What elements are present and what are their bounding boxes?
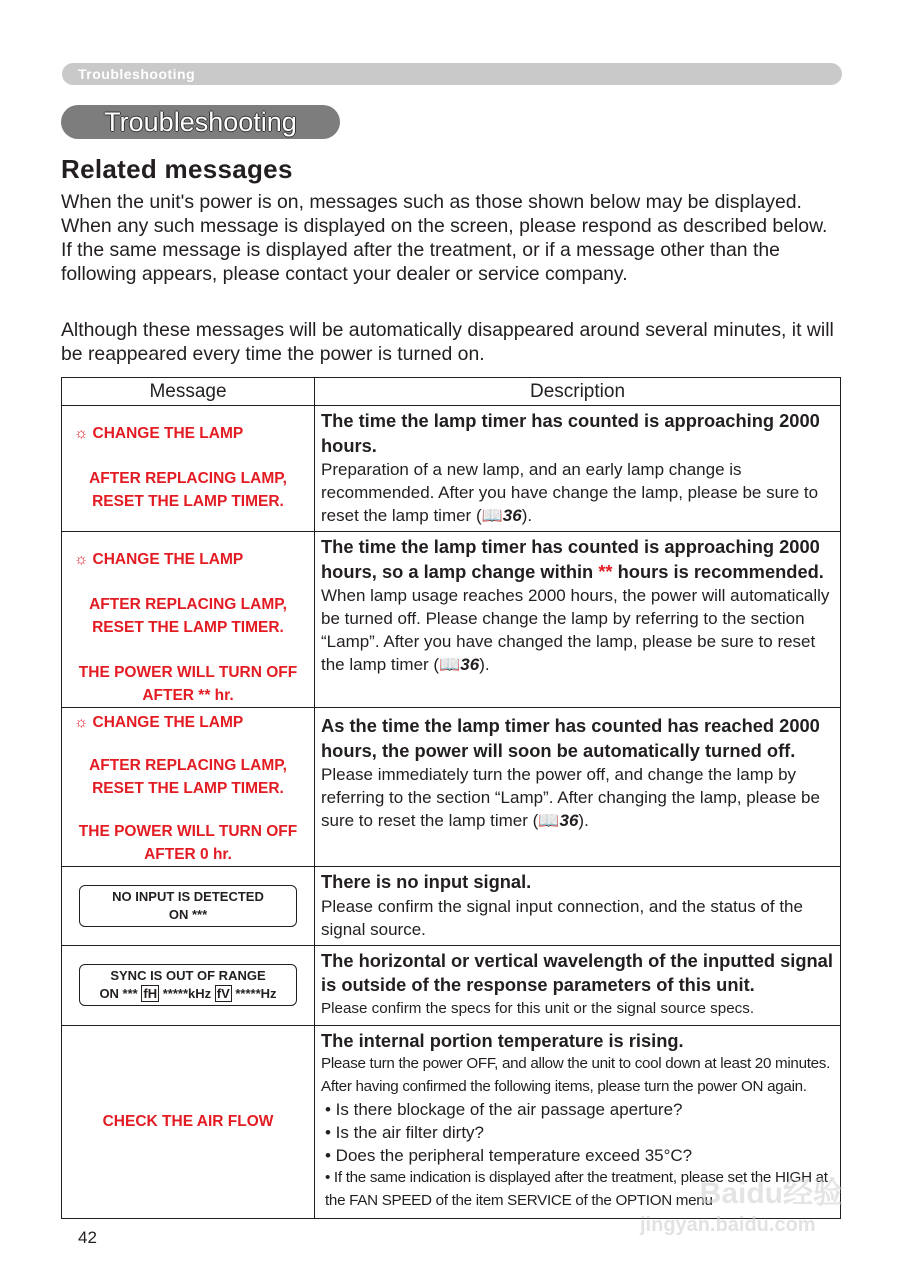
message-cell [62,532,315,708]
lamp-message-line: ☼ CHANGE THE LAMP [74,425,244,442]
pill-title: Troubleshooting [104,107,297,137]
sync-out-of-range-message-box: SYNC IS OUT OF RANGE ON *** fH *****kHz fV *****Hz [79,964,297,1006]
description-text: When lamp usage reaches 2000 hours, the power will automatically be turned off. Please change the lamp by referring to the section “Lamp”. After you have changed the lamp, please be sure to reset the lamp timer (📖36). [321,586,830,674]
list-item: • Does the peripheral temperature exceed 35°C? [325,1146,693,1165]
description-cell [315,867,841,946]
message-cell [62,867,315,946]
message-line: THE POWER WILL TURN OFF [78,823,298,840]
page-reference: 36 [559,811,579,830]
page-reference: 36 [502,506,522,525]
page-number: 42 [78,1228,97,1247]
column-header-message: Message [62,378,315,406]
page-title: Related messages [61,154,293,184]
description-text: Please confirm the specs for this unit or the signal source specs. [321,999,755,1017]
intro-paragraph-2: Although these messages will be automatically disappeared around several minutes, it will be reappeared every time the power is turned on. [61,319,834,365]
message-cell [62,1025,315,1218]
page-reference: 36 [460,655,480,674]
book-icon: 📖 [481,506,503,525]
section-label: Troubleshooting [78,66,196,82]
column-header-description: Description [315,378,841,406]
message-line: AFTER REPLACING LAMP, [89,596,287,613]
no-input-message-box: NO INPUT IS DETECTED ON *** [79,885,297,927]
section-header-bar [62,63,842,85]
message-line: AFTER REPLACING LAMP, [89,470,287,487]
watermark-url: jingyan.baidu.com [640,1214,816,1236]
description-heading: There is no input signal. [321,871,532,892]
description-heading: As the time the lamp timer has counted has reached 2000 hours, the power will soon be automatically turned off. [321,715,820,761]
list-item: • Is the air filter dirty? [325,1123,485,1142]
lamp-message-line: ☼ CHANGE THE LAMP [74,714,244,731]
table-row [62,532,841,708]
message-line: RESET THE LAMP TIMER. [92,493,284,510]
description-heading: The time the lamp timer has counted is approaching 2000 hours, so a lamp change within ** hours is recommended. [321,536,824,582]
book-icon: 📖 [439,655,461,674]
description-heading: The horizontal or vertical wavelength of the inputted signal is outside of the response parameters of this unit. [321,949,833,995]
description-text: Please confirm the signal input connection, and the status of the signal source. [321,896,803,939]
watermark-logo: Baidu经验 [699,1177,843,1210]
message-line: THE POWER WILL TURN OFF [78,664,298,681]
message-line: RESET THE LAMP TIMER. [92,780,284,797]
message-line: RESET THE LAMP TIMER. [92,619,284,636]
description-cell [315,708,841,867]
message-line: AFTER 0 hr. [144,846,232,863]
table-row [62,867,841,946]
message-line: AFTER ** hr. [142,687,234,704]
table-row [62,406,841,532]
section-title-pill [61,105,340,139]
table-header-row [62,378,841,406]
book-icon: 📖 [538,811,560,830]
message-cell [62,406,315,532]
lamp-message-line: ☼ CHANGE THE LAMP [74,551,244,568]
messages-table [61,377,841,1219]
message-cell [62,708,315,867]
table-row [62,945,841,1025]
description-heading: The internal portion temperature is rising. [321,1029,684,1051]
description-cell [315,532,841,708]
description-cell [315,945,841,1025]
description-text: Please turn the power OFF, and allow the unit to cool down at least 20 minutes. After having confirmed the following items, please turn the power ON again. [321,1055,831,1095]
message-cell [62,945,315,1025]
description-cell [315,406,841,532]
intro-paragraph-1: When the unit's power is on, messages such as those shown below may be displayed. When any such message is displayed on the screen, please respond as described below. If the same message is displayed after the treatment, or if a message other than the following appears, please contact your dealer or service company. [61,191,828,285]
message-line: CHECK THE AIR FLOW [102,1113,274,1130]
description-text: Please immediately turn the power off, and change the lamp by referring to the section “Lamp”. After changing the lamp, please be sure to reset the lamp timer (📖36). [321,765,820,830]
list-item: • If the same indication is displayed after the treatment, please set the HIGH at the FAN SPEED of the item SERVICE of the OPTION menu [325,1169,828,1209]
description-heading: The time the lamp timer has counted is approaching 2000 hours. [321,410,820,456]
message-line: AFTER REPLACING LAMP, [89,757,287,774]
description-text: Preparation of a new lamp, and an early lamp change is recommended. After you have change the lamp, please be sure to reset the lamp timer (📖36). [321,460,819,525]
list-item: • Is there blockage of the air passage aperture? [325,1100,683,1119]
table-row [62,708,841,867]
